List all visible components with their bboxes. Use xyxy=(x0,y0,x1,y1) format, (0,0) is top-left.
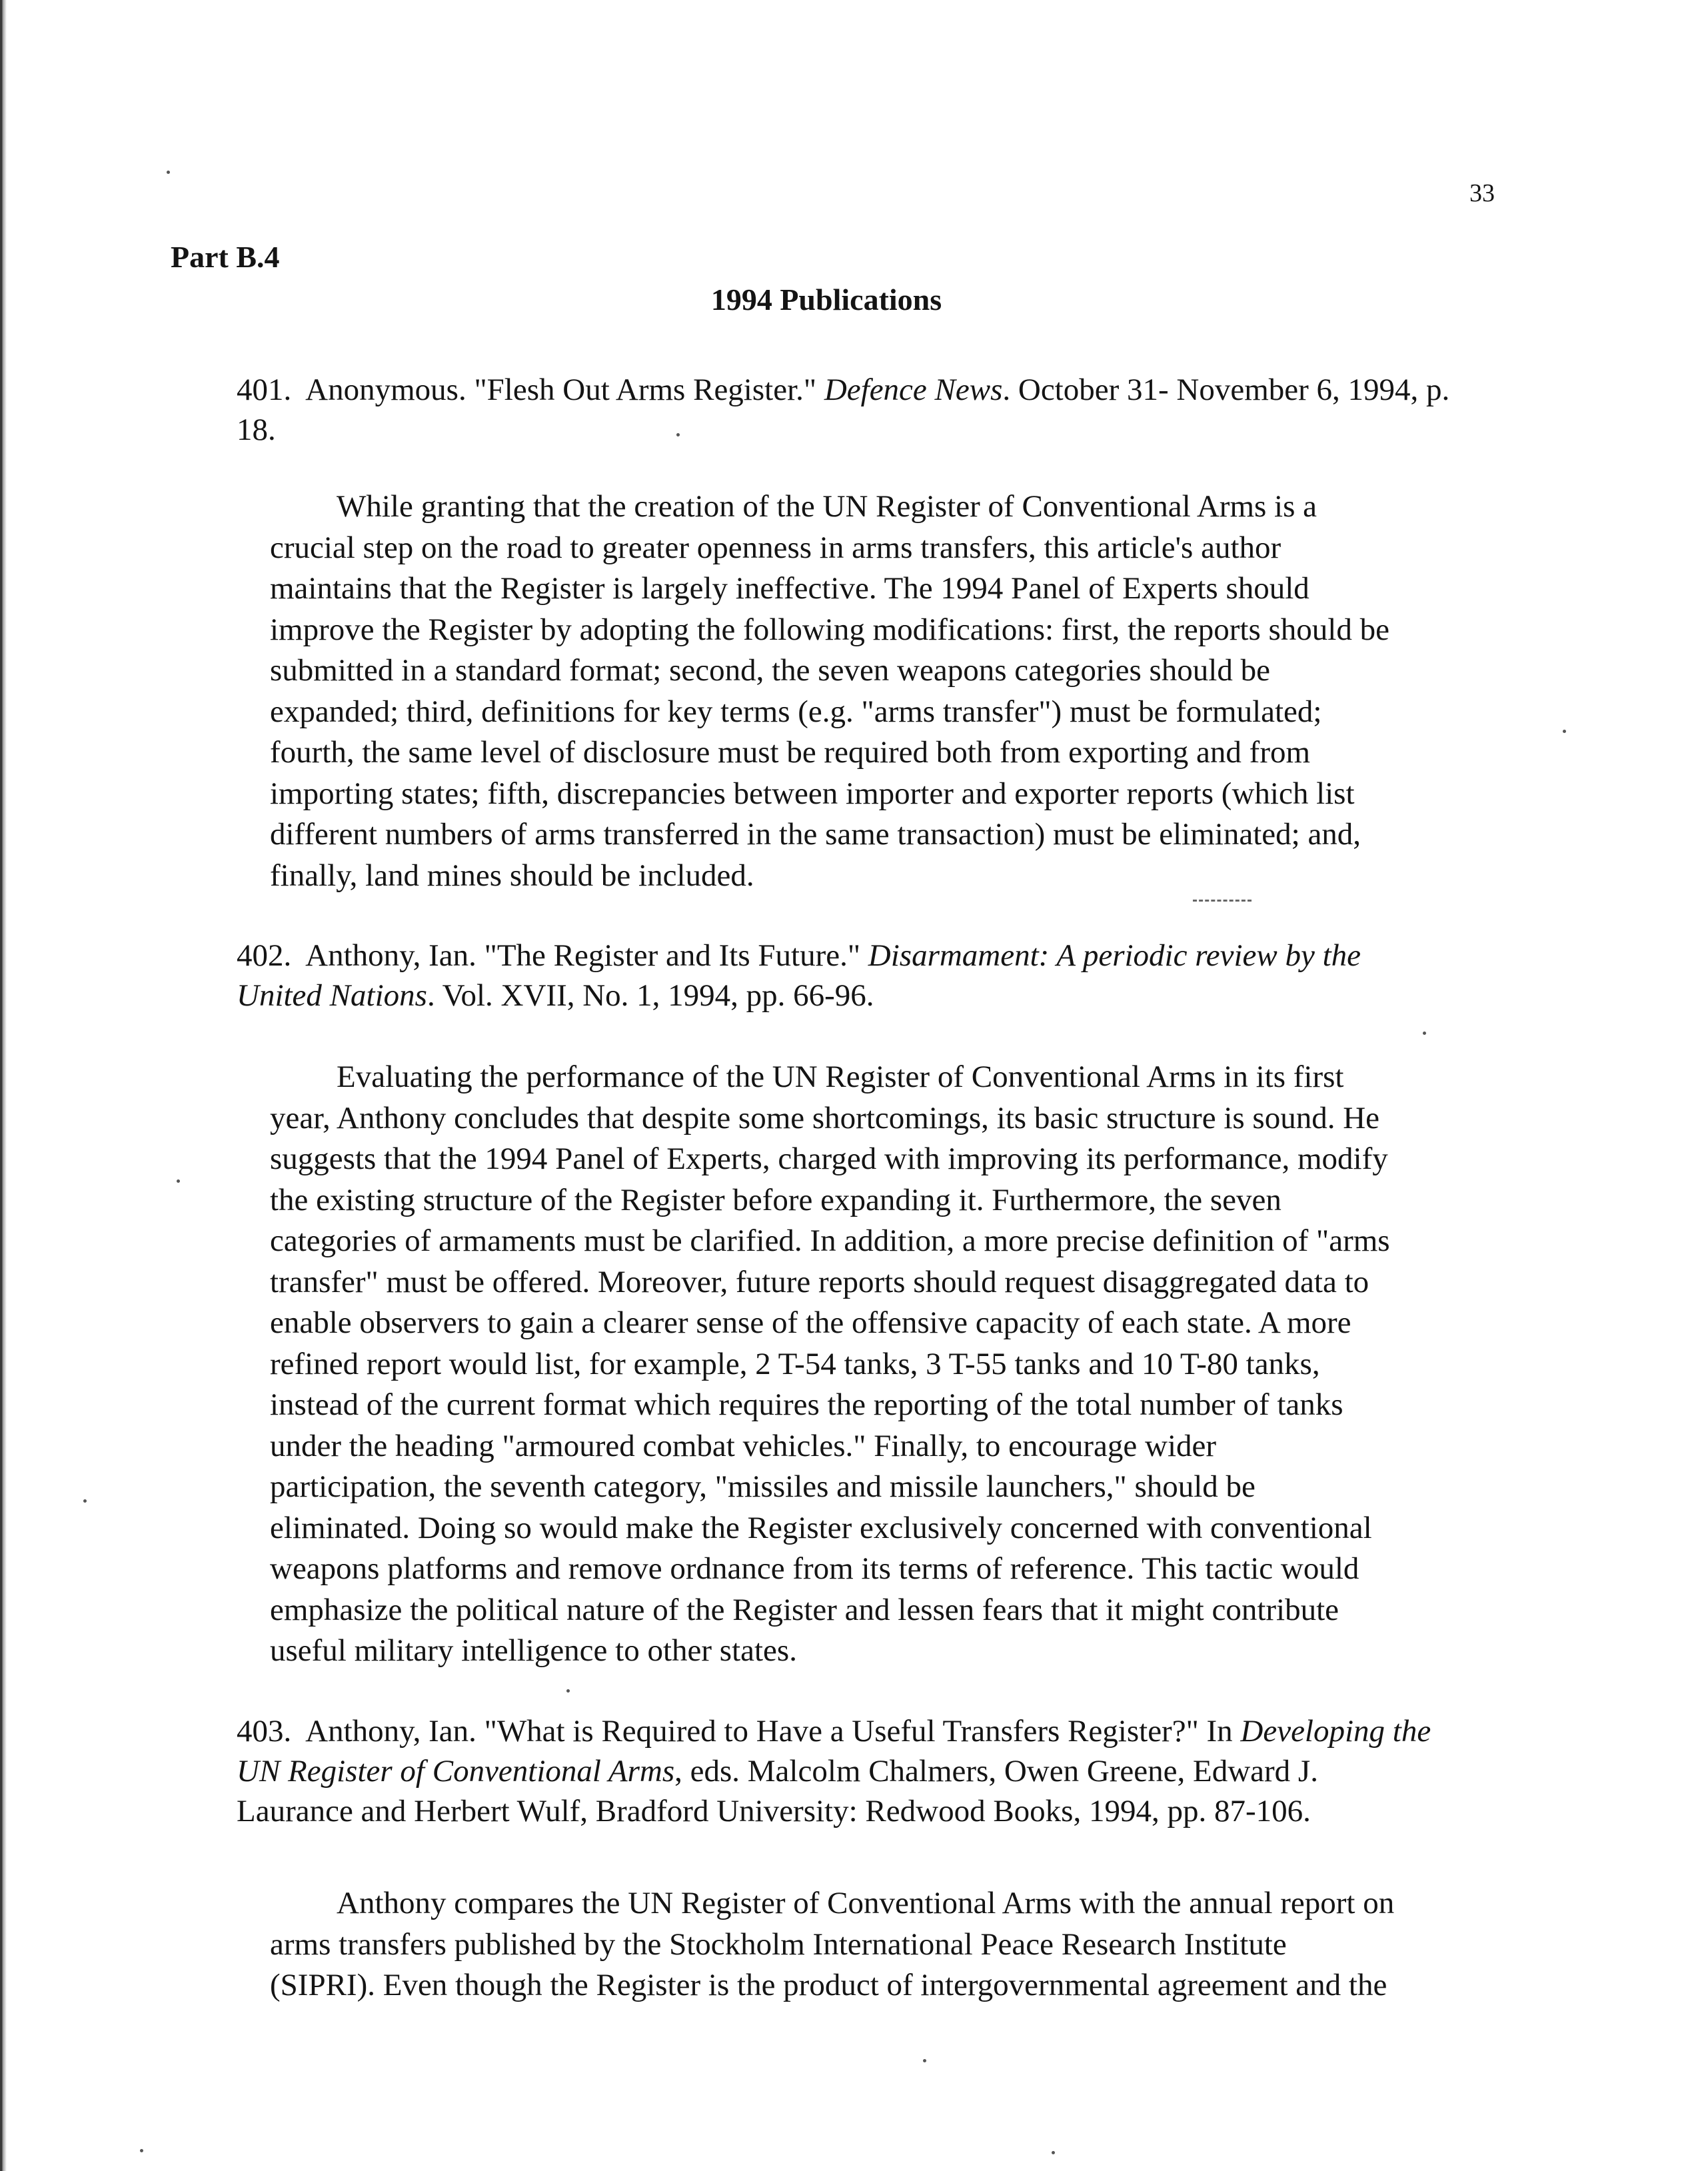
citation-text: 18. xyxy=(237,412,276,447)
abstract-line: useful military intelligence to other states. xyxy=(270,1633,797,1668)
abstract-line: the existing structure of the Register before expanding it. Furthermore, the seven xyxy=(270,1182,1281,1217)
citation-line xyxy=(237,936,1547,976)
citation-text: Anthony, Ian. "The Register and Its Future." xyxy=(305,938,868,973)
citation-italic: UN Register of Conventional Arms xyxy=(237,1754,675,1789)
part-label: Part B.4 xyxy=(171,240,280,274)
citation xyxy=(237,1711,1547,1831)
scan-left-edge xyxy=(0,0,7,2171)
entry-number: 401. xyxy=(237,372,292,407)
citation-text: , eds. Malcolm Chalmers, Owen Greene, Edward J. xyxy=(674,1754,1318,1789)
citation-text: Anthony, Ian. "What is Required to Have a Useful Transfers Register?" In xyxy=(305,1714,1241,1749)
abstract xyxy=(270,1883,1509,2006)
abstract-line: eliminated. Doing so would make the Register exclusively concerned with conventional xyxy=(270,1510,1372,1545)
entry-number: 403. xyxy=(237,1714,292,1749)
scan-speck xyxy=(676,433,680,436)
abstract-line: improve the Register by adopting the following modifications: first, the reports should be xyxy=(270,612,1389,647)
citation-text: Laurance and Herbert Wulf, Bradford University: Redwood Books, 1994, pp. 87-106. xyxy=(237,1794,1311,1828)
citation-italic: United Nations xyxy=(237,978,427,1013)
abstract xyxy=(270,486,1509,896)
abstract-line: year, Anthony concludes that despite some shortcomings, its basic structure is sound. He xyxy=(270,1100,1380,1135)
abstract-line: expanded; third, definitions for key terms (e.g. "arms transfer") must be formulated; xyxy=(270,694,1322,729)
citation-text: Anonymous. "Flesh Out Arms Register." xyxy=(305,372,824,407)
abstract-line: fourth, the same level of disclosure must be required both from exporting and from xyxy=(270,735,1311,770)
abstract-line: submitted in a standard format; second, the seven weapons categories should be xyxy=(270,653,1270,688)
citation-line xyxy=(237,1711,1547,1751)
abstract-line: importing states; fifth, discrepancies between importer and exporter reports (which list xyxy=(270,776,1355,811)
abstract-line: weapons platforms and remove ordnance from its terms of reference. This tactic would xyxy=(270,1551,1359,1586)
abstract-line: crucial step on the road to greater openness in arms transfers, this article's author xyxy=(270,530,1281,565)
abstract-line: transfer" must be offered. Moreover, future reports should request disaggregated data to xyxy=(270,1264,1369,1299)
abstract-line: refined report would list, for example, 2 T-54 tanks, 3 T-55 tanks and 10 T-80 tanks, xyxy=(270,1346,1320,1381)
abstract-line: maintains that the Register is largely ineffective. The 1994 Panel of Experts should xyxy=(270,571,1309,606)
scan-speck xyxy=(177,1179,180,1183)
scan-speck xyxy=(923,2059,926,2062)
abstract-line: Anthony compares the UN Register of Conventional Arms with the annual report on xyxy=(337,1886,1395,1920)
entry-number: 402. xyxy=(237,938,292,973)
citation xyxy=(237,936,1547,1016)
abstract xyxy=(270,1057,1509,1672)
scan-speck xyxy=(140,2149,143,2152)
section-title: 1994 Publications xyxy=(710,283,942,317)
scan-speck xyxy=(167,171,170,174)
abstract-line: finally, land mines should be included. xyxy=(270,858,754,893)
scan-speck xyxy=(1563,730,1566,733)
citation-italic: Developing the xyxy=(1240,1714,1431,1749)
abstract-line: arms transfers published by the Stockholm International Peace Research Institute xyxy=(270,1926,1287,1962)
abstract-line: suggests that the 1994 Panel of Experts, charged with improving its performance, modify xyxy=(270,1141,1388,1176)
citation-line xyxy=(237,370,1547,410)
page-number: 33 xyxy=(1469,179,1495,207)
abstract-line: instead of the current format which requires the reporting of the total number of tanks xyxy=(270,1387,1343,1422)
citation-italic: Disarmament: A periodic review by the xyxy=(868,938,1361,973)
scan-speck xyxy=(1423,1032,1426,1035)
abstract-line: Evaluating the performance of the UN Register of Conventional Arms in its first xyxy=(337,1060,1344,1094)
citation-line xyxy=(237,1791,1547,1831)
citation xyxy=(237,370,1547,450)
abstract-line: under the heading "armoured combat vehicles." Finally, to encourage wider xyxy=(270,1428,1217,1463)
citation-line xyxy=(237,976,1547,1016)
abstract-line: enable observers to gain a clearer sense of the offensive capacity of each state. A more xyxy=(270,1305,1351,1340)
abstract-line: (SIPRI). Even though the Register is the product of intergovernmental agreement and the xyxy=(270,1968,1387,2002)
scan-speck xyxy=(1052,2151,1055,2154)
abstract-line: emphasize the political nature of the Register and lessen fears that it might contribute xyxy=(270,1592,1339,1627)
abstract-line: While granting that the creation of the UN Register of Conventional Arms is a xyxy=(337,489,1317,524)
scan-speck xyxy=(566,1689,570,1693)
citation-text: . October 31- November 6, 1994, p. xyxy=(1002,372,1450,407)
abstract-line: different numbers of arms transferred in the same transaction) must be eliminated; and, xyxy=(270,817,1361,852)
citation-line xyxy=(237,1751,1547,1791)
abstract-line: participation, the seventh category, "missiles and missile launchers," should be xyxy=(270,1469,1256,1504)
scan-speck xyxy=(83,1499,87,1503)
dash-mark xyxy=(1193,900,1252,904)
citation-italic: Defence News xyxy=(824,372,1003,407)
citation-line xyxy=(237,410,1547,450)
abstract-line: categories of armaments must be clarified. In addition, a more precise definition of "arms xyxy=(270,1223,1390,1258)
citation-text: . Vol. XVII, No. 1, 1994, pp. 66-96. xyxy=(427,978,874,1013)
